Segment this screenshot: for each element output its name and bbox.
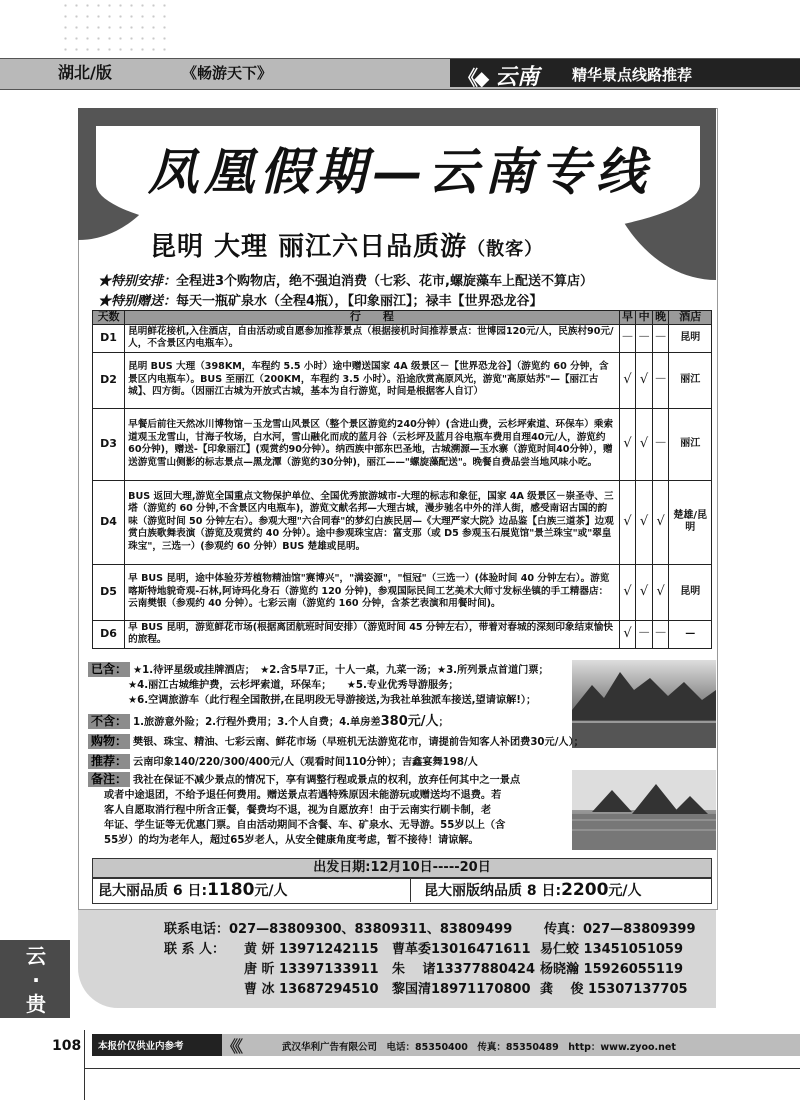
contact-person: 黄 妍 13971242115 xyxy=(244,942,379,957)
itinerary-table xyxy=(92,310,712,649)
breakfast-cell: √ xyxy=(619,620,636,648)
ad-title: 凤凰假期—云南专线 xyxy=(148,142,652,201)
highlight-label: ★特别赠送： xyxy=(98,294,177,309)
dinner-cell: － xyxy=(652,324,669,352)
route-type: （散客） xyxy=(467,239,544,260)
hotel-cell: 丽江 xyxy=(669,352,712,408)
phone-label: 联系电话： xyxy=(164,922,230,937)
footer-vertical-rule xyxy=(84,1030,85,1100)
contact-person: 龚 俊 15307137705 xyxy=(540,982,688,997)
includes-line: ★4.丽江古城维护费，云杉坪索道，环保车； ★5.专业优秀导游服务； xyxy=(128,680,459,691)
desc-cell: 昆明 BUS 大理（398KM，车程约 5.5 小时）途中赠送国家 4A 级景区－【世界恐龙谷】（游览约 60 分钟，含景区内电瓶车）。BUS 至丽江（200KM，车程约 3.5 小时）。沿途欣赏高原风光，游览"高原姑苏"—【丽江古城】、四方街。（因丽江古城为开放式古城，基本为自行游览，时间是根据客人自订） xyxy=(125,352,620,408)
contact-person: 易仁蛟 13451051059 xyxy=(540,942,684,957)
footer-company: 武汉华利广告有限公司 电话：85350400 传真：85350489 http：www.zyoo.net xyxy=(282,1042,676,1053)
dinner-cell: － xyxy=(652,620,669,648)
contact-person: 黎国清18971170800 xyxy=(392,982,531,997)
desc-cell: BUS 返回大理,游览全国重点文物保护单位、全国优秀旅游城市-大理的标志和象征，国家 4A 级景区－崇圣寺、三塔（游览约 60 分钟,不含景区内电瓶车)，游览文献名邦—大理古城，漫步驰名中外的洋人街，感受南诏古国的韵味（游览时间 50 分钟左右）。参观大理"六合同春"的梦幻白族民居—《大理严家大院》边品鉴【白族三道茶】边观赏白族歌舞表演（游览及观赏约 40 分钟）。途中参观珠宝店：富支那（或 D5 参观玉石展览馆"景兰珠宝"或"翠皇珠宝"，三选一）(参观约 60 分钟）BUS 楚雄或昆明。 xyxy=(125,480,620,564)
lunch-cell: √ xyxy=(636,480,653,564)
recommend-section: 推荐： 云南印象140/220/300/400元/人（观看时间110分钟）；吉鑫宴舞198/人 xyxy=(88,754,568,770)
highlight-text: 全程进3个购物店，绝不强迫消费（七彩、花市,螺旋藻车上配送不算店） xyxy=(176,274,593,289)
highlight-gift xyxy=(98,290,543,309)
footer-arrows-icon: 《《 xyxy=(222,1037,241,1056)
side-tab-label: 云 · 贵 xyxy=(26,944,46,1016)
col-day: 天数 xyxy=(93,311,125,325)
excludes-section: 不含： 1.旅游意外险；2.行程外费用；3.个人自费；4.单房差380元/人； xyxy=(88,714,568,730)
contact-person: 朱 诸13377880424 xyxy=(392,962,536,977)
decorative-dots xyxy=(60,0,170,52)
highlight-label: ★特别安排： xyxy=(98,274,177,289)
hotel-cell: 昆明 xyxy=(669,324,712,352)
pagoda-photo xyxy=(572,770,716,850)
header-arrows-icon: 《◆ xyxy=(458,66,486,90)
hotel-cell: 楚雄/昆明 xyxy=(669,480,712,564)
hotel-cell: 昆明 xyxy=(669,564,712,620)
landscape-photo xyxy=(572,660,716,748)
hotel-cell: 丽江 xyxy=(669,408,712,480)
lunch-cell: － xyxy=(636,324,653,352)
contact-person: 唐 昕 13397133911 xyxy=(244,962,379,977)
price-8day: 昆大丽版纳品质 8 日:2200元/人 xyxy=(424,880,642,900)
notes-line: 客人自愿取消行程中所含正餐，餐费均不退，视为自愿放弃！由于云南实行刷卡制，老 xyxy=(104,805,492,816)
desc-cell: 早 BUS 昆明，游览鲜花市场(根据离团航班时间安排）（游览时间 45 分钟左右），带着对春城的深刻印象结束愉快的旅程。 xyxy=(125,620,620,648)
table-row xyxy=(93,408,712,480)
lunch-cell: √ xyxy=(636,564,653,620)
desc-cell: 昆明鲜花接机,入住酒店，自由活动或自愿参加推荐景点（根据接机时间推荐景点：世博园120元/人，民族村90元/人，不含景区内电瓶车）。 xyxy=(125,324,620,352)
contact-people-label: 联 系 人： xyxy=(164,942,226,957)
highlight-arrangement xyxy=(98,270,593,289)
recommend-label: 推荐： xyxy=(88,754,130,769)
contact-person: 曹 冰 13687294510 xyxy=(244,982,379,997)
breakfast-cell: √ xyxy=(619,480,636,564)
price-6day: 昆大丽品质 6 日:1180元/人 xyxy=(98,880,288,900)
breakfast-cell: √ xyxy=(619,352,636,408)
mountain-lake-image xyxy=(572,660,716,748)
includes-section xyxy=(88,662,568,708)
col-itinerary: 行 程 xyxy=(125,311,620,325)
lunch-cell: √ xyxy=(636,408,653,480)
excludes-label: 不含： xyxy=(88,714,130,729)
column-title: 《畅游天下》 xyxy=(182,64,273,82)
phone-numbers: 027—83809300、83809311、83809499 xyxy=(229,922,513,937)
footer-disclaimer: 本报价仅供业内参考 xyxy=(98,1041,184,1052)
notes-line: 备注： 我社在保证不减少景点的情况下，享有调整行程或景点的权利，放弃任何其中之一景点 xyxy=(88,772,568,788)
edition-label: 湖北/版 xyxy=(58,63,112,82)
day-cell: D2 xyxy=(93,352,125,408)
single-supplement: 380元/人 xyxy=(380,714,439,729)
region-title: 云南 xyxy=(495,64,540,90)
dinner-cell: － xyxy=(652,408,669,480)
price-divider xyxy=(410,878,411,902)
table-row xyxy=(93,564,712,620)
includes-line: ★6.空调旅游车（此行程全国散拼,在昆明段无导游接送,为我社单独派车接送,望请谅解!）； xyxy=(128,695,537,706)
highlight-text: 每天一瓶矿泉水（全程4瓶），【印象丽江】；禄丰【世界恐龙谷】 xyxy=(176,294,543,309)
col-dinner: 晚 xyxy=(652,311,669,325)
col-hotel: 酒店 xyxy=(669,311,712,325)
shopping-section: 购物： 樊银、珠宝、精油、七彩云南、鲜花市场（早班机无法游览花市，请提前告知客人补团费30元/人）； xyxy=(88,734,588,750)
price-amount: 1180 xyxy=(207,880,255,900)
departure-dates: 出发日期:12月10日-----20日 xyxy=(92,858,712,878)
desc-cell: 早 BUS 昆明，途中体验芬芳植物精油馆"赛博兴"，"满姿源"，"恒冠"（三选一）(体验时间 40 分钟左右）。游览喀斯特地貌奇观-石林,阿诗玛化身石（游览约 120 分钟)，参观国际民间工艺美术大师寸发标坐镇的手工精器店：云南樊银（参观约 40 分钟）。七彩云南（游览约 160 分钟，含茶艺表演和用餐时间)。 xyxy=(125,564,620,620)
day-cell: D3 xyxy=(93,408,125,480)
table-row xyxy=(93,324,712,352)
breakfast-cell: √ xyxy=(619,408,636,480)
table-row xyxy=(93,620,712,648)
notes-label: 备注： xyxy=(88,772,130,787)
notes-line: 或者中途退团，不给予退任何费用。赠送景点若遇特殊原因未能游玩或赠送均不退费。若 xyxy=(104,790,502,801)
breakfast-cell: √ xyxy=(619,564,636,620)
includes-line: 已含： ★1.待评星级或挂牌酒店； ★2.含5早7正，十人一桌，九菜一汤；★3.所列景点首道门票； xyxy=(88,662,568,678)
desc-cell: 早餐后前往天然冰川博物馆－玉龙雪山风景区（整个景区游览约240分钟）(含进山费，云杉坪索道、环保车）乘索道观玉龙雪山，甘海子牧场，白水河，雪山融化而成的蓝月谷（云杉坪及蓝月谷电瓶车费用自理40元/人，游览约60分钟)，赠送-【印象丽江】(观赏约90分钟）。纳西族中部东巴圣地，古城溯源—玉水寨（游览时间40分钟），赠送游览雪山侧影的标志景点—黑龙潭（游览约30分钟)，丽江——"螺旋藻配送"。晚餐自费品尝当地风味小吃。 xyxy=(125,408,620,480)
fax-line xyxy=(544,918,696,937)
fax-number: 027—83809399 xyxy=(583,922,696,937)
shopping-label: 购物： xyxy=(88,734,130,749)
page-number: 108 xyxy=(52,1038,82,1054)
footer-horizontal-rule xyxy=(84,1068,800,1069)
contact-person: 杨晓瀚 15926055119 xyxy=(540,962,684,977)
notes-section xyxy=(88,772,568,848)
hotel-cell: — xyxy=(669,620,712,648)
fax-label: 传真： xyxy=(544,922,584,937)
day-cell: D4 xyxy=(93,480,125,564)
table-header-row xyxy=(93,311,712,325)
col-lunch: 中 xyxy=(636,311,653,325)
day-cell: D5 xyxy=(93,564,125,620)
day-cell: D1 xyxy=(93,324,125,352)
phone-line xyxy=(164,918,512,937)
col-breakfast: 早 xyxy=(619,311,636,325)
table-row xyxy=(93,480,712,564)
notes-line: 55岁）的均为老年人，超过65岁老人，从安全健康角度考虑，暂不接待！请谅解。 xyxy=(104,835,479,846)
breakfast-cell: － xyxy=(619,324,636,352)
day-cell: D6 xyxy=(93,620,125,648)
includes-label: 已含： xyxy=(88,662,130,677)
lunch-cell: － xyxy=(636,620,653,648)
route-name: 昆明 大理 丽江六日品质游 xyxy=(150,232,468,262)
contact-person: 曹革委13016471611 xyxy=(392,942,531,957)
header-tagline: 精华景点线路推荐 xyxy=(572,66,693,84)
dinner-cell: √ xyxy=(652,564,669,620)
price-amount: 2200 xyxy=(561,880,609,900)
dinner-cell: √ xyxy=(652,480,669,564)
table-row xyxy=(93,352,712,408)
route-subtitle xyxy=(150,226,670,263)
dinner-cell: － xyxy=(652,352,669,408)
notes-line: 年证、学生证等无优惠门票。自由活动期间不含餐、车、矿泉水、无导游。55岁以上（含 xyxy=(104,820,506,831)
lunch-cell: √ xyxy=(636,352,653,408)
temple-lake-image xyxy=(572,770,716,850)
